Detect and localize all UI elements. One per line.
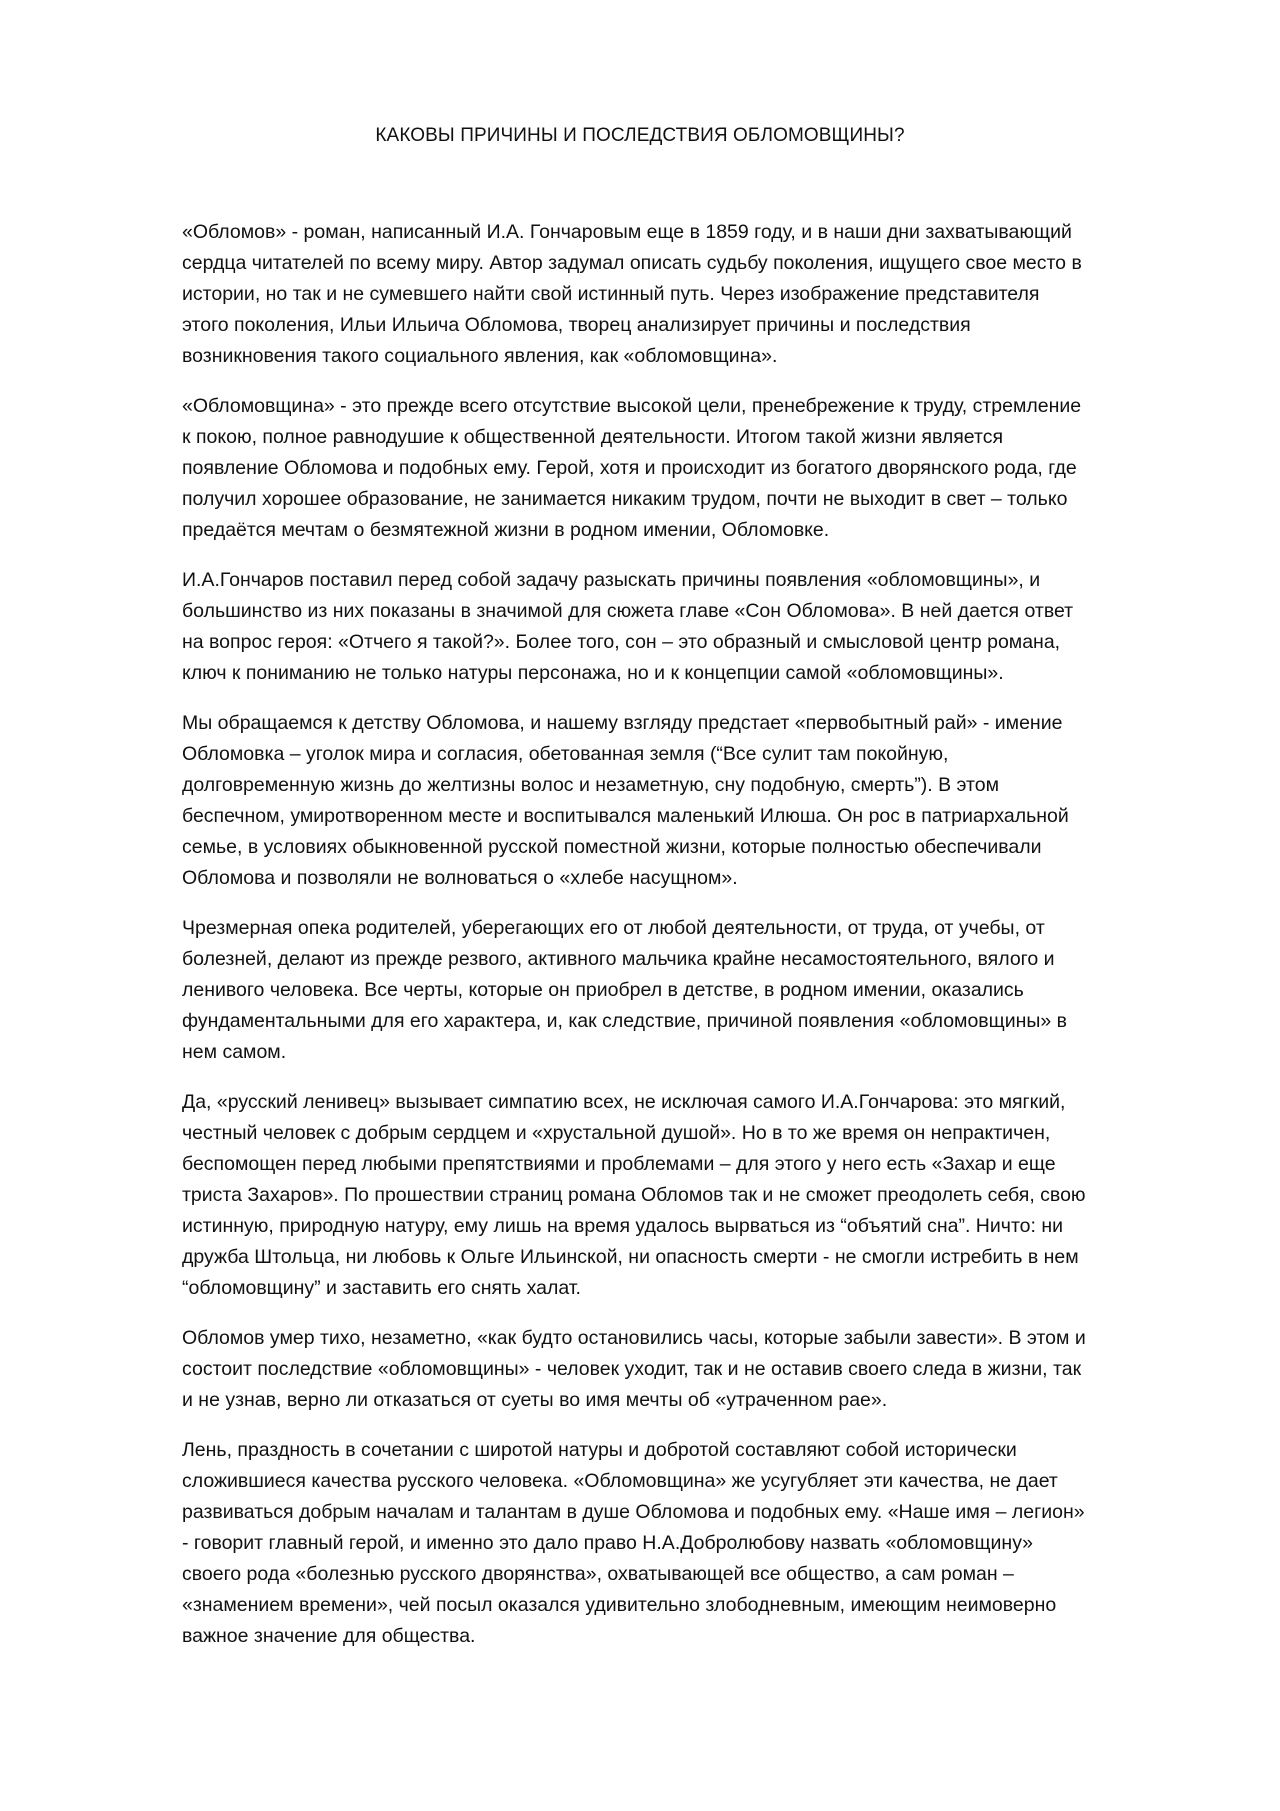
- text-line: И.А.Гончаров поставил перед собой задачу разыскать причины появления «обломовщины», и: [182, 569, 1041, 591]
- text-line: развиваться добрым началам и талантам в душе Обломова и подобных ему. «Наше имя – легион»: [182, 1501, 1085, 1523]
- text-line: «Обломов» - роман, написанный И.А. Гончаровым еще в 1859 году, и в наши дни захватывающий: [182, 221, 1072, 243]
- text-line: большинство из них показаны в значимой для сюжета главе «Сон Обломова». В ней дается ответ: [182, 600, 1074, 622]
- document-title: КАКОВЫ ПРИЧИНЫ И ПОСЛЕДСТВИЯ ОБЛОМОВЩИНЫ?: [375, 125, 905, 146]
- text-line: к покою, полное равнодушие к общественной деятельности. Итогом такой жизни является: [182, 426, 1004, 448]
- text-line: Обломова и позволяли не волноваться о «хлебе насущном».: [182, 867, 738, 889]
- text-line: семье, в условиях обыкновенной русской поместной жизни, которые полностью обеспечивали: [182, 836, 1042, 858]
- paragraph-3: [182, 565, 1182, 689]
- text-line: Лень, праздность в сочетании с широтой натуры и добротой составляют собой исторически: [182, 1439, 1017, 1461]
- text-line: «знамением времени», чей посыл оказался удивительно злободневным, имеющим неимоверно: [182, 1594, 1057, 1616]
- text-line: - говорит главный герой, и именно это дало право Н.А.Добролюбову назвать «обломовщину»: [182, 1532, 1034, 1554]
- text-line: истории, но так и не сумевшего найти свой истинный путь. Через изображение представителя: [182, 283, 1040, 305]
- text-line: Обломов умер тихо, незаметно, «как будто остановились часы, которые забыли завести». В этом и: [182, 1327, 1086, 1349]
- text-line: Мы обращаемся к детству Обломова, и нашему взгляду предстает «первобытный рай» - имение: [182, 712, 1063, 734]
- paragraph-8: [182, 1435, 1182, 1652]
- text-line: на вопрос героя: «Отчего я такой?». Более того, сон – это образный и смысловой центр романа,: [182, 631, 1061, 653]
- text-line: «Обломовщина» - это прежде всего отсутствие высокой цели, пренебрежение к труду, стремление: [182, 395, 1082, 417]
- text-line: “обломовщину” и заставить его снять халат.: [182, 1277, 581, 1299]
- text-line: ленивого человека. Все черты, которые он приобрел в детстве, в родном имении, оказались: [182, 979, 1024, 1001]
- text-line: фундаментальными для его характера, и, как следствие, причиной появления «обломовщины» в: [182, 1010, 1068, 1032]
- text-line: Чрезмерная опека родителей, уберегающих его от любой деятельности, от труда, от учебы, от: [182, 917, 1045, 939]
- text-line: беспомощен перед любыми препятствиями и проблемами – для этого у него есть «Захар и еще: [182, 1153, 1056, 1175]
- paragraph-5: [182, 913, 1182, 1068]
- text-line: получил хорошее образование, не занимается никаким трудом, почти не выходит в свет – только: [182, 488, 1068, 510]
- text-line: состоит последствие «обломовщины» - человек уходит, так и не оставив своего следа в жизни, так: [182, 1358, 1082, 1380]
- text-line: своего рода «болезнью русского дворянства», охватывающей все общество, а сам роман –: [182, 1563, 1014, 1585]
- text-line: триста Захаров». По прошествии страниц романа Обломов так и не сможет преодолеть себя, свою: [182, 1184, 1086, 1206]
- text-line: долговременную жизнь до желтизны волос и незаметную, сну подобную, смерть”). В этом: [182, 774, 1000, 796]
- text-line: честный человек с добрым сердцем и «хрустальной душой». Но в то же время он непрактичен,: [182, 1122, 1051, 1144]
- text-line: важное значение для общества.: [182, 1625, 476, 1647]
- text-line: появление Обломова и подобных ему. Герой, хотя и происходит из богатого дворянского рода, где: [182, 457, 1077, 479]
- text-line: возникновения такого социального явления, как «обломовщина».: [182, 345, 778, 367]
- text-line: и не узнав, верно ли отказаться от суеты во имя мечты об «утраченном рае».: [182, 1389, 888, 1411]
- text-line: беспечном, умиротворенном месте и воспитывался маленький Илюша. Он рос в патриархальной: [182, 805, 1069, 827]
- text-line: Обломовка – уголок мира и согласия, обетованная земля (“Все сулит там покойную,: [182, 743, 949, 765]
- text-line: сердца читателей по всему миру. Автор задумал описать судьбу поколения, ищущего свое место в: [182, 252, 1082, 274]
- document-body: [182, 217, 1182, 1652]
- text-line: истинную, природную натуру, ему лишь на время удалось вырваться из “объятий сна”. Ничто: ни: [182, 1215, 1063, 1237]
- text-line: дружба Штольца, ни любовь к Ольге Ильинской, ни опасность смерти - не смогли истребить в нем: [182, 1246, 1079, 1268]
- text-line: Да, «русский ленивец» вызывает симпатию всех, не исключая самого И.А.Гончарова: это мягкий,: [182, 1091, 1066, 1113]
- text-line: предаётся мечтам о безмятежной жизни в родном имении, Обломовке.: [182, 519, 830, 541]
- text-line: этого поколения, Ильи Ильича Обломова, творец анализирует причины и последствия: [182, 314, 971, 336]
- text-line: нем самом.: [182, 1041, 287, 1063]
- paragraph-2: [182, 391, 1182, 546]
- text-line: болезней, делают из прежде резвого, активного мальчика крайне несамостоятельного, вялого и: [182, 948, 1055, 970]
- paragraph-7: [182, 1323, 1182, 1416]
- text-line: ключ к пониманию не только натуры персонажа, но и к концепции самой «обломовщины».: [182, 662, 1004, 684]
- paragraph-6: [182, 1087, 1182, 1304]
- text-line: сложившиеся качества русского человека. «Обломовщина» же усугубляет эти качества, не дает: [182, 1470, 1058, 1492]
- paragraph-4: [182, 708, 1182, 894]
- paragraph-1: [182, 217, 1182, 372]
